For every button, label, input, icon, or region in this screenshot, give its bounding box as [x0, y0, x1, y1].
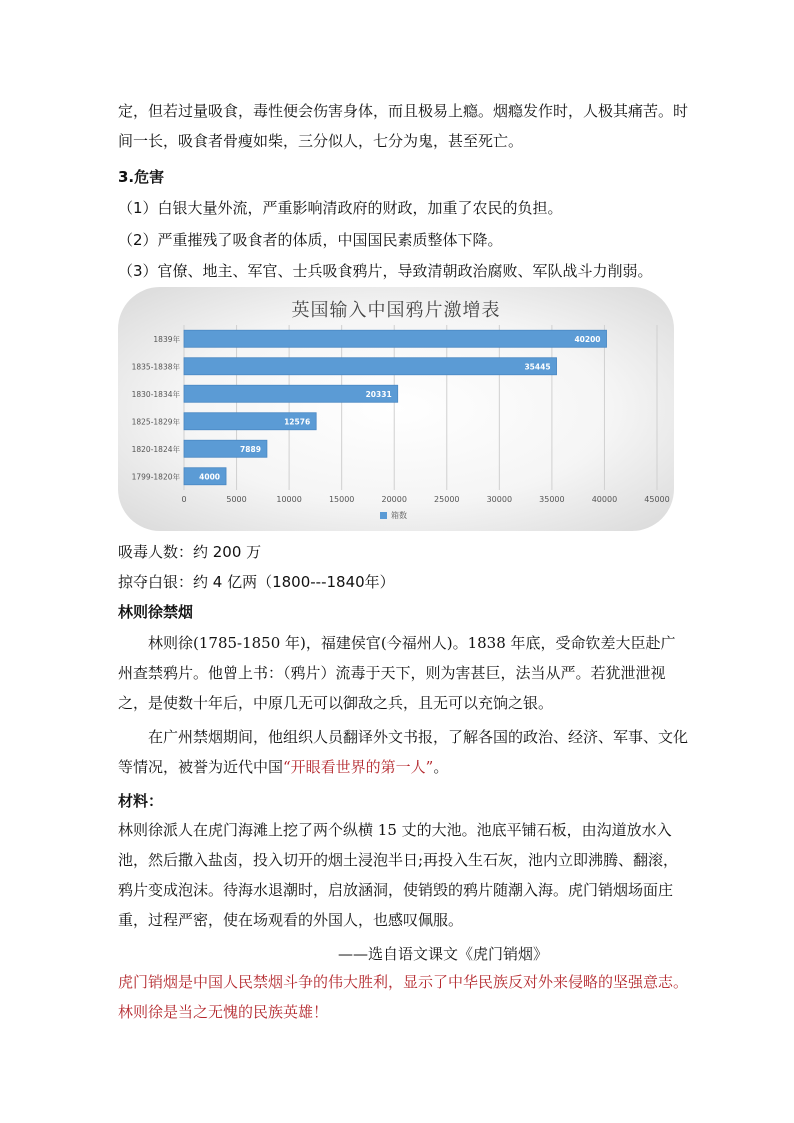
opium-import-chart: [118, 287, 674, 531]
data-label: 4000: [199, 472, 221, 482]
material-text: 林则徐派人在虎门海滩上挖了两个纵横 15 丈的大池。池底平铺石板，由沟道放水入池，然后撒入盐卤，投入切开的烟土浸泡半日;再投入生石灰，池内立即沸腾、翻滚，鸦片变成泡沫。待海水退潮时，启放涵洞，使销毁的鸦片随潮入海。虎门销烟场面庄重，过程严密，使在场观看的外国人，也感叹佩服。: [118, 821, 679, 929]
y-category-label: 1835-1838年: [131, 362, 180, 372]
x-tick-label: 5000: [226, 495, 247, 504]
x-tick-label: 30000: [486, 495, 513, 504]
harm-item: （3）官僚、地主、军官、士兵吸食鸦片，导致清朝政治腐败、军队战斗力削弱。: [118, 262, 653, 280]
legend-swatch: [380, 512, 387, 519]
harm-item: （2）严重摧残了吸食者的体质，中国国民素质整体下降。: [118, 231, 503, 249]
conclusion: 虎门销烟是中国人民禁烟斗争的伟大胜利，显示了中华民族反对外来侵略的坚强意志。林则徐是当之无愧的民族英雄！: [118, 973, 689, 1021]
data-label: 40200: [574, 334, 601, 344]
chart-title: 英国输入中国鸦片激增表: [291, 300, 501, 321]
y-category-label: 1839年: [153, 334, 180, 344]
x-tick-label: 10000: [276, 495, 302, 504]
lin-heading: 林则徐禁烟: [118, 603, 194, 621]
y-category-label: 1820-1824年: [131, 444, 180, 454]
harm-item: （1）白银大量外流，严重影响清政府的财政，加重了农民的负担。: [118, 199, 563, 217]
x-tick-label: 45000: [644, 495, 670, 504]
material-source: ——选自语文课文《虎门销烟》: [338, 945, 549, 963]
chart-plot: [118, 287, 674, 531]
x-tick-label: 35000: [539, 495, 565, 504]
material-heading: 材料：: [118, 792, 164, 810]
data-label: 12576: [284, 417, 311, 427]
y-category-label: 1799-1820年: [131, 472, 180, 482]
addicts-stat: 吸毒人数：约 200 万: [118, 543, 262, 561]
x-tick-label: 15000: [328, 495, 355, 504]
y-category-label: 1830-1834年: [131, 389, 180, 399]
kaiyan-highlight: “开眼看世界的第一人”: [283, 758, 434, 776]
legend-label: 箱数: [391, 511, 407, 520]
x-tick-label: 20000: [381, 495, 407, 504]
harm-heading: 3.危害: [118, 168, 165, 186]
x-tick-label: 40000: [591, 495, 618, 504]
silver-stat: 掠夺白银：约 4 亿两（1800---1840年）: [118, 573, 395, 591]
bar: [184, 358, 557, 375]
y-category-label: 1825-1829年: [131, 417, 180, 427]
x-tick-label: 0: [181, 495, 187, 504]
data-label: 20331: [365, 389, 392, 399]
lin-paragraph-2-text: 在广州禁烟期间，他组织人员翻译外文书报，了解各国的政治、经济、军事、文化等情况，被誉为近代中国: [118, 728, 689, 776]
bar: [184, 330, 607, 347]
lin-paragraph-1: 林则徐(1785-1850 年)，福建侯官(今福州人)。1838 年底，受命钦差大臣赴广州查禁鸦片。他曾上书：（鸦片）流毒于天下，则为害甚巨，法当从严。若犹泄泄视之，是使数十年后，中原几无可以御敌之兵，且无可以充饷之银。: [118, 634, 676, 712]
lin-paragraph-2-end: 。: [433, 758, 449, 776]
data-label: 7889: [240, 444, 261, 454]
data-label: 35445: [524, 362, 551, 372]
intro-paragraph: 定，但若过量吸食，毒性便会伤害身体，而且极易上瘾。烟瘾发作时，人极其痛苦。时间一长，吸食者骨瘦如柴，三分似人，七分为鬼，甚至死亡。: [118, 102, 689, 150]
x-tick-label: 25000: [434, 495, 460, 504]
lin-paragraph-2: [118, 722, 688, 782]
